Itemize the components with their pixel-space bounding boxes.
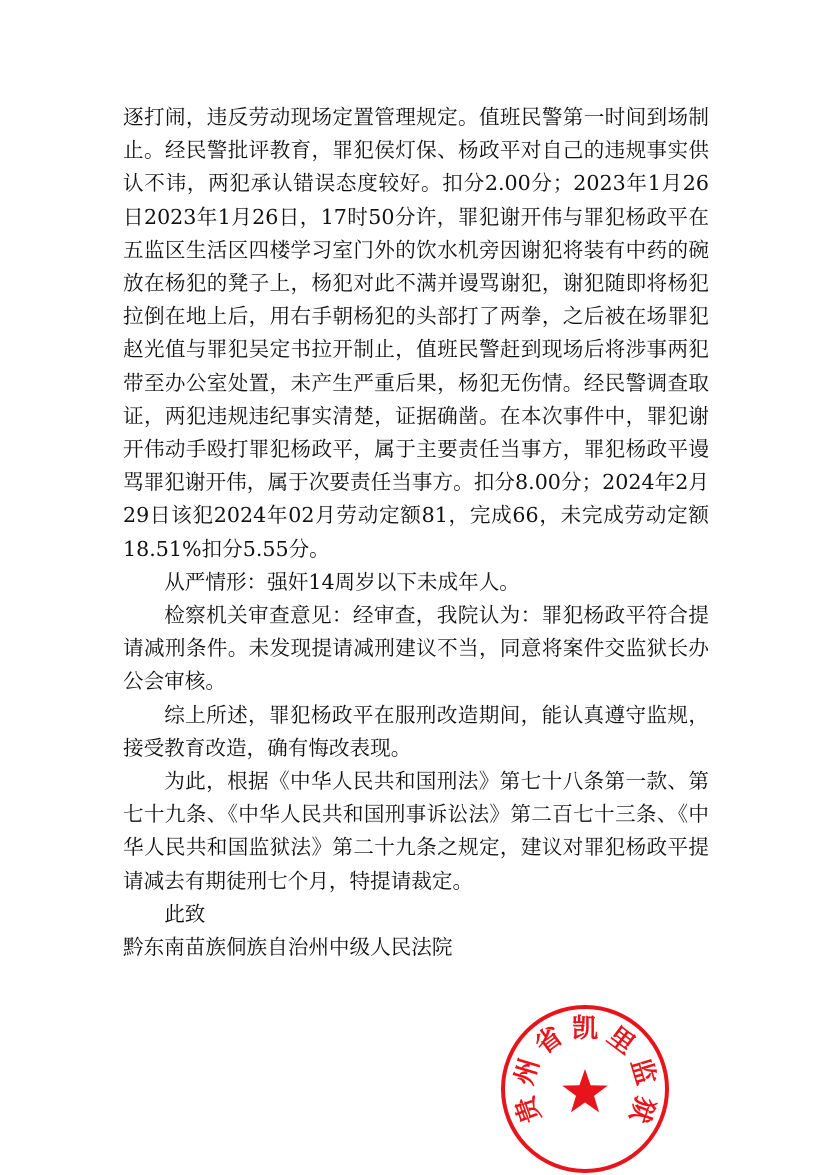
seal-character: 凯 [571,1014,599,1044]
seal-character: 省 [529,1021,569,1061]
paragraph-recommendation: 为此，根据《中华人民共和国刑法》第七十八条第一款、第七十九条、《中华人民共和国刑事诉讼法》第二百七十三条、《中华人民共和国监狱法》第二十九条之规定，建议对罪犯杨政平提请减去有期徒刑七个月，特提请裁定。 [123,769,709,893]
paragraph-summary: 综上所述，罪犯杨政平在服刑改造期间，能认真遵守监规，接受教育改造，确有悔改表现。 [123,702,709,760]
seal-character: 里 [601,1021,641,1061]
document-body [123,101,709,964]
paragraph-aggravating: 从严情形：强奸14周岁以下未成年人。 [164,569,520,594]
seal-character: 狱 [622,1092,660,1127]
seal-character: 监 [624,1055,661,1089]
closing-salutation: 此致 [164,901,206,926]
official-seal-icon [499,1003,671,1175]
seal-character: 州 [509,1055,546,1089]
paragraph-violations: 逐打闹，违反劳动现场定置管理规定。值班民警第一时间到场制止。经民警批评教育，罪犯侯灯保、杨政平对自己的违规事实供认不讳，两犯承认错误态度较好。扣分2.00分；2023年1月26日2023年1月26日，17时50分许，罪犯谢开伟与罪犯杨政平在五监区生活区四楼学习室门外的饮水机旁因谢犯将装有中药的碗放在杨犯的凳子上，杨犯对此不满并谩骂谢犯，谢犯随即将杨犯拉倒在地上后，用右手朝杨犯的头部打了两拳，之后被在场罪犯赵光值与罪犯吴定书拉开制止，值班民警赶到现场后将涉事两犯带至办公室处置，未产生严重后果，杨犯无伤情。经民警调查取证，两犯违规违纪事实清楚，证据确凿。在本次事件中，罪犯谢开伟动手殴打罪犯杨政平，属于主要责任当事方，罪犯杨政平谩骂罪犯谢开伟，属于次要责任当事方。扣分8.00分；2024年2月29日该犯2024年02月劳动定额81，完成66，未完成劳动定额18.51%扣分5.55分。 [123,105,709,561]
seal-character: 贵 [510,1092,548,1127]
recipient-court: 黔东南苗族侗族自治州中级人民法院 [123,935,453,960]
paragraph-procuratorate-opinion: 检察机关审查意见：经审查，我院认为：罪犯杨政平符合提请减刑条件。未发现提请减刑建议不当，同意将案件交监狱长办公会审核。 [123,603,709,694]
